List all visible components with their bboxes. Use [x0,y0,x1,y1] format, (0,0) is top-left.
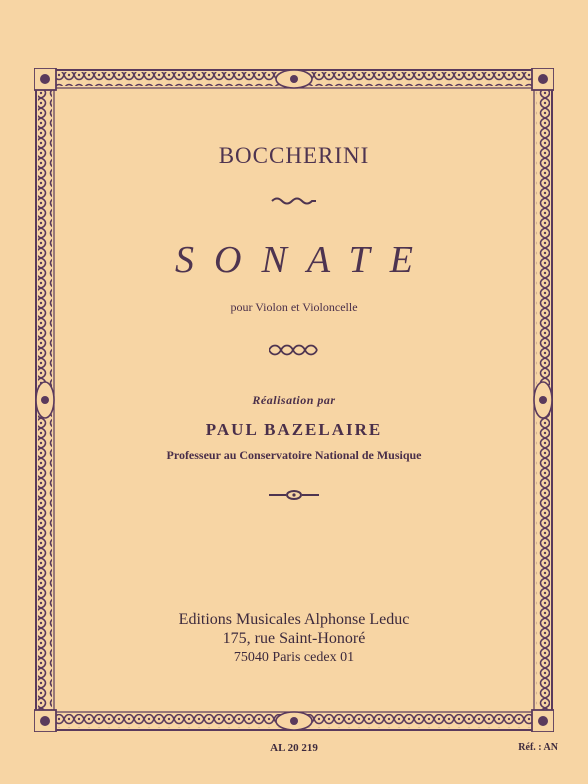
publisher-address: 175, rue Saint-Honoré [222,630,366,647]
instrumentation: pour Violon et Violoncelle [230,300,358,314]
wave-ornament-icon [271,196,317,206]
work-title: SONATE [175,239,433,281]
catalog-number: AL 20 219 [270,742,318,754]
braid-ornament-icon [269,344,319,356]
composer-name: BOCCHERINI [218,143,370,168]
flourish-ornament-icon [268,490,320,500]
arranger-name: PAUL BAZELAIRE [205,420,383,439]
publisher-block [60,610,528,667]
realisation-label: Réalisation par [252,393,336,407]
publisher-name: Editions Musicales Alphonse Leduc [178,611,410,628]
reference-code: Réf. : AN [518,742,558,753]
arranger-title: Professeur au Conservatoire National de Musique [166,448,422,462]
cover-content [60,90,528,710]
publisher-city: 75040 Paris cedex 01 [233,650,355,665]
